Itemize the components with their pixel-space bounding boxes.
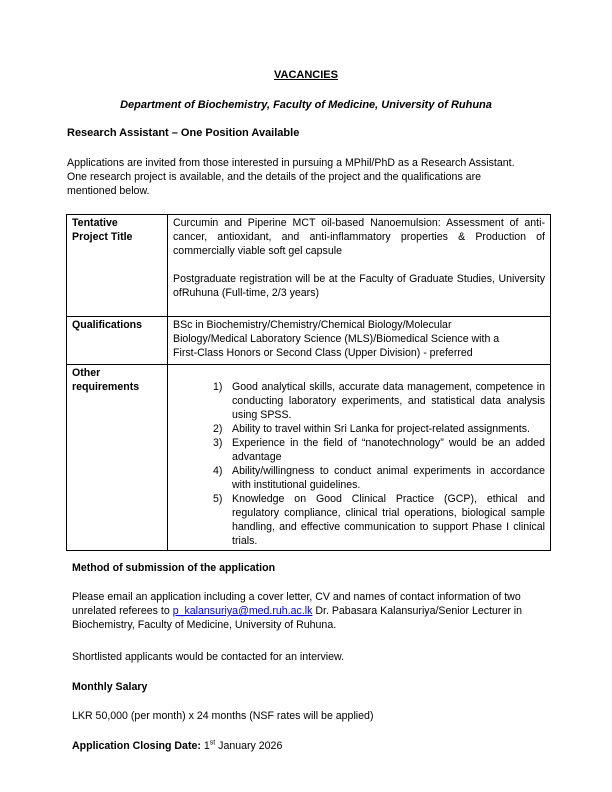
list-number: 1) [213,381,223,393]
submission-heading: Method of submission of the application [72,562,276,574]
qualification-line: BSc in Biochemistry/Chemistry/Chemical Biology/Molecular [173,319,452,331]
department-subtitle: Department of Biochemistry, Faculty of Medicine, University of Ruhuna [120,99,492,111]
list-item [213,436,545,464]
project-title-text: Curcumin and Piperine MCT oil-based Nanoemulsion: Assessment of anti-cancer, antioxidant, and anti-inflammatory properties & Production of commercially viable soft gel capsule [173,217,545,257]
list-number: 3) [213,437,223,449]
intro-line: mentioned below. [67,185,150,197]
list-text: Ability to travel within Sri Lanka for project-related assignments. [232,423,530,435]
page-title: VACANCIES [274,69,338,81]
qualification-line: Biology/Medical Laboratory Science (MLS)/Biomedical Science with a [173,333,500,345]
list-text: Ability/willingness to conduct animal experiments in accordance with institutional guidelines. [232,465,545,491]
list-item [213,464,545,492]
list-number: 2) [213,423,223,435]
intro-paragraph [67,156,547,198]
list-text: Good analytical skills, accurate data management, competence in conducting laboratory experiments, and statistical data analysis using SPSS. [232,381,545,421]
vacancy-details-table [66,214,551,551]
row-label-line: Project Title [72,231,133,243]
row-label [67,215,168,317]
position-heading: Research Assistant – One Position Available [67,127,300,139]
closing-date-label: Application Closing Date: [72,740,201,752]
row-label: Qualifications [67,317,168,365]
closing-day: 1 [200,740,210,752]
requirements-list [173,380,545,548]
list-text: Knowledge on Good Clinical Practice (GCP), ethical and regulatory compliance, clinical trial operations, biological sample handling, and effective communication to support Phase I clinical trials. [232,493,545,547]
salary-text: LKR 50,000 (per month) x 24 months (NSF rates will be applied) [72,710,374,722]
list-number: 4) [213,465,223,477]
row-value [168,317,551,365]
row-label-line: Other [72,367,101,379]
qualification-line: First-Class Honors or Second Class (Upper Division) - preferred [173,347,473,359]
closing-month-year: January 2026 [215,740,283,752]
email-link[interactable]: p_kalansuriya@med.ruh.ac.lk [172,605,313,617]
intro-line: One research project is available, and the details of the project and the qualifications are [67,171,481,183]
row-value [168,215,551,317]
list-text: Experience in the field of “nanotechnology” would be an added advantage [232,437,545,463]
row-value [168,365,551,551]
list-item [213,422,545,436]
list-item [213,380,545,422]
row-label-line: Tentative [72,217,118,229]
closing-date [72,739,282,753]
list-item [213,492,545,548]
shortlist-note: Shortlisted applicants would be contacted for an interview. [72,651,345,663]
submission-paragraph [72,590,552,632]
table-row-other-requirements [67,365,551,551]
row-label-line: requirements [72,381,140,393]
row-label [67,365,168,551]
submission-text: Please email an application including a cover letter, CV and names of contact information of two unrelated referees to [72,591,521,617]
intro-line: Applications are invited from those interested in pursuing a MPhil/PhD as a Research Assistant. [67,157,515,169]
list-number: 5) [213,493,223,505]
closing-day-suffix: st [209,739,216,747]
registration-text: Postgraduate registration will be at the Faculty of Graduate Studies, University ofRuhuna (Full-time, 2/3 years) [173,273,545,299]
table-row-project-title [67,215,551,317]
salary-heading: Monthly Salary [72,681,148,693]
submission-text: Dr. Pabasara Kalansuriya/Senior Lecturer in Biochemistry, Faculty of Medicine, University of Ruhuna. [72,605,523,631]
table-row-qualifications [67,317,551,365]
